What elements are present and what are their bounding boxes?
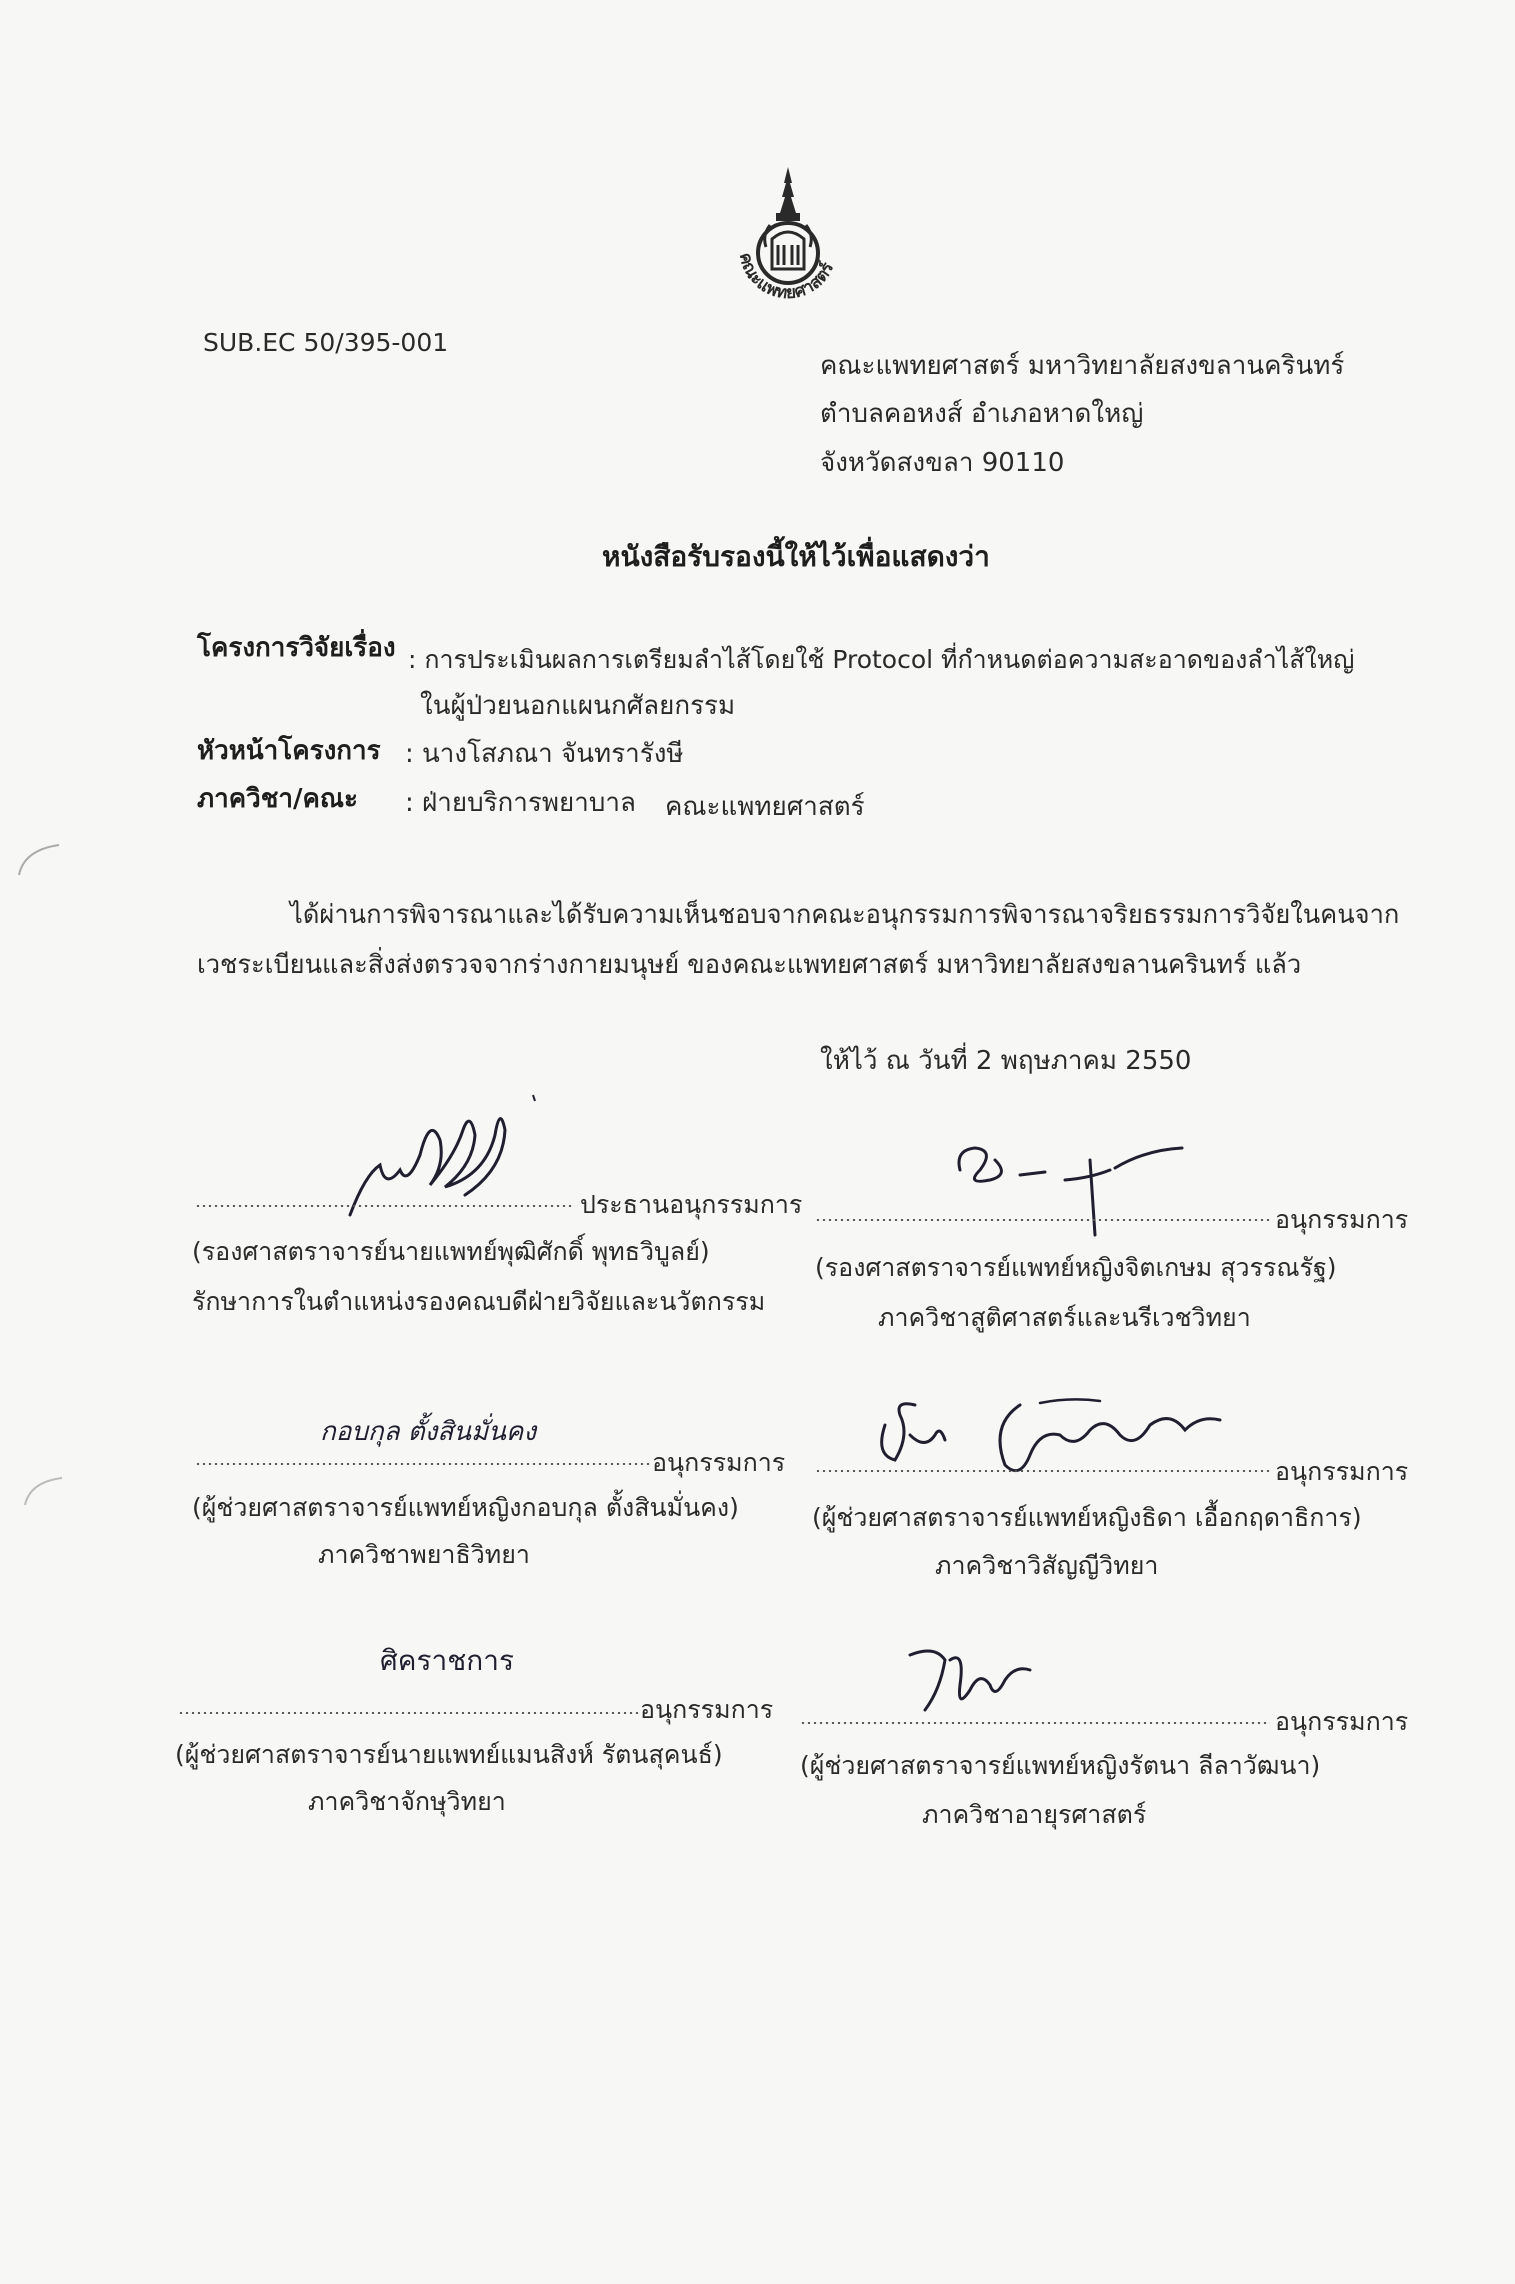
signatory-5-position: ภาควิชาจักษุวิทยา — [308, 1787, 506, 1816]
signatory-1-name: (รองศาสตราจารย์นายแพทย์พุฒิศักดิ์ พุทธวิบูลย์) — [192, 1237, 710, 1266]
punch-hole-mark-bottom — [20, 1470, 70, 1514]
address-line-1: คณะแพทยศาสตร์ มหาวิทยาลัยสงขลานครินทร์ — [820, 351, 1345, 381]
project-title-label: โครงการวิจัยเรื่อง — [197, 633, 396, 663]
signatory-2-name: (รองศาสตราจารย์แพทย์หญิงจิตเกษม สุวรรณรัฐ) — [815, 1253, 1337, 1282]
signature-3 — [320, 1405, 590, 1459]
project-head-label: หัวหน้าโครงการ — [197, 736, 381, 766]
department-value: : ฝ่ายบริการพยาบาล — [405, 788, 636, 818]
signatory-4-name: (ผู้ช่วยศาสตราจารย์แพทย์หญิงธิดา เอื้อกฤดาธิการ) — [812, 1503, 1362, 1532]
signatory-3-role: อนุกรรมการ — [652, 1448, 786, 1477]
signature-line-2 — [815, 1219, 1270, 1221]
signature-line-3 — [195, 1463, 650, 1465]
project-head-value: : นางโสภณา จันทรารังษี — [405, 739, 684, 769]
signatory-2-role: อนุกรรมการ — [1275, 1205, 1409, 1234]
department-faculty: คณะแพทยศาสตร์ — [665, 792, 865, 822]
signature-2 — [950, 1140, 1190, 1244]
document-heading: หนังสือรับรองนี้ให้ไว้เพื่อแสดงว่า — [602, 540, 990, 573]
signatory-1-role: ประธานอนุกรรมการ — [580, 1190, 803, 1219]
signatory-2-position: ภาควิชาสูติศาสตร์และนรีเวชวิทยา — [878, 1303, 1251, 1332]
signature-4 — [870, 1395, 1230, 1489]
signatory-1-position: รักษาการในตำแหน่งรองคณบดีฝ่ายวิจัยและนวัตกรรม — [192, 1287, 766, 1316]
signatory-4-position: ภาควิชาวิสัญญีวิทยา — [935, 1551, 1159, 1580]
project-title-line-2: ในผู้ป่วยนอกแผนกศัลยกรรม — [420, 691, 736, 721]
body-line-1: ได้ผ่านการพิจารณาและได้รับความเห็นชอบจากคณะอนุกรรมการพิจารณาจริยธรรมการวิจัยในคนจาก — [290, 900, 1400, 930]
seal-ring-text: คณะแพทยศาสตร์ — [734, 251, 839, 304]
signature-5-text: ศิคราชการ — [380, 1644, 514, 1677]
department-label: ภาควิชา/คณะ — [197, 784, 358, 814]
signatory-6-name: (ผู้ช่วยศาสตราจารย์แพทย์หญิงรัตนา ลีลาวัฒนา) — [800, 1751, 1321, 1780]
issue-date: ให้ไว้ ณ วันที่ 2 พฤษภาคม 2550 — [820, 1046, 1192, 1076]
body-line-2: เวชระเบียนและสิ่งส่งตรวจจากร่างกายมนุษย์ ของคณะแพทยศาสตร์ มหาวิทยาลัยสงขลานครินทร์ แล้ว — [197, 950, 1302, 980]
signatory-6-position: ภาควิชาอายุรศาสตร์ — [922, 1800, 1147, 1829]
signatory-3-name: (ผู้ช่วยศาสตราจารย์แพทย์หญิงกอบกุล ตั้งสินมั่นคง) — [192, 1493, 739, 1522]
address-line-3: จังหวัดสงขลา 90110 — [820, 448, 1065, 478]
address-line-2: ตำบลคอหงส์ อำเภอหาดใหญ่ — [820, 399, 1144, 429]
project-title-line-1: : การประเมินผลการเตรียมลำไส้โดยใช้ Protocol ที่กำหนดต่อความสะอาดของลำไส้ใหญ่ — [408, 645, 1355, 674]
signatory-5-name: (ผู้ช่วยศาสตราจารย์นายแพทย์แมนสิงห์ รัตนสุคนธ์) — [175, 1740, 723, 1769]
signature-line-5 — [178, 1712, 638, 1714]
signature-line-1 — [195, 1205, 575, 1207]
reference-number: SUB.EC 50/395-001 — [203, 328, 449, 357]
signature-3-text: กอบกุล ตั้งสินมั่นคง — [320, 1417, 537, 1447]
signatory-3-position: ภาควิชาพยาธิวิทยา — [318, 1540, 530, 1569]
signature-line-4 — [815, 1470, 1270, 1472]
signature-line-6 — [800, 1722, 1270, 1724]
punch-hole-mark-top — [14, 840, 64, 884]
signatory-5-role: อนุกรรมการ — [640, 1695, 774, 1724]
signatory-4-role: อนุกรรมการ — [1275, 1457, 1409, 1486]
svg-text:คณะแพทยศาสตร์ — [735, 251, 839, 303]
signature-6 — [905, 1640, 1035, 1724]
faculty-seal-icon — [718, 165, 858, 315]
signature-1 — [345, 1095, 545, 1229]
signatory-6-role: อนุกรรมการ — [1275, 1707, 1409, 1736]
signature-5 — [380, 1630, 580, 1694]
